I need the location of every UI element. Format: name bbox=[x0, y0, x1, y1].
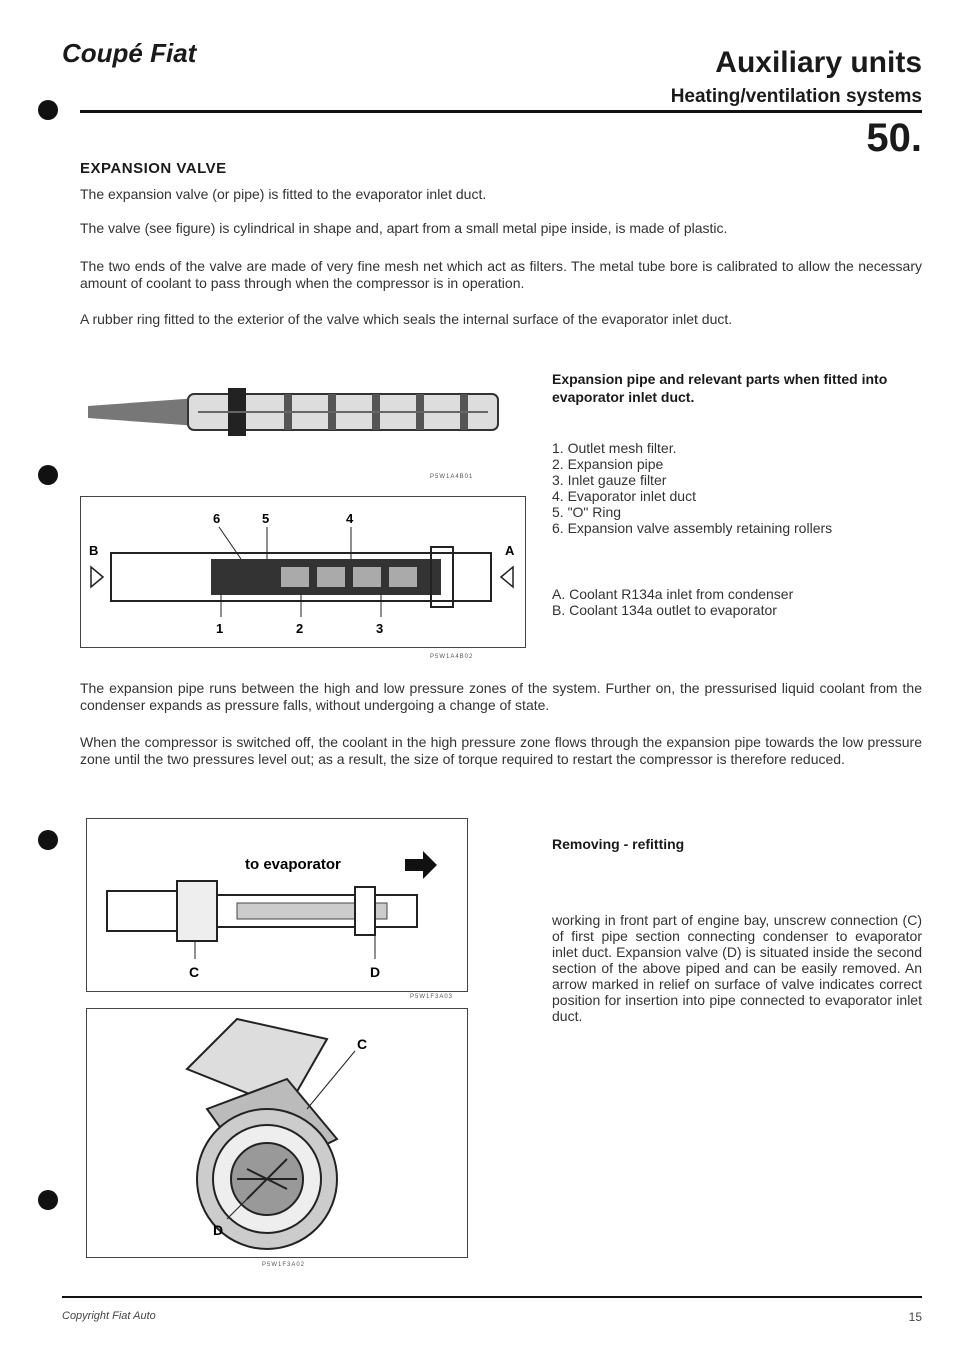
legend-item-4: 4. Evaporator inlet duct bbox=[552, 488, 696, 504]
fig2-title: to evaporator bbox=[245, 856, 341, 873]
fig3-label-d: D bbox=[213, 1222, 224, 1238]
procedure-text: working in front part of engine bay, unscrew connection (C) of first pipe section connecting condenser to evaporator inlet duct. Expansion valve (D) is situated inside the second section of the above piped and can be easily removed. An arrow marked in relief on surface of valve indicates correct position for insertion into pipe connected to evaporator inlet duct. bbox=[552, 912, 922, 1024]
subsection-title: Heating/ventilation systems bbox=[670, 86, 922, 107]
label-5: 5 bbox=[262, 511, 270, 526]
legend-item-5: 5. "O" Ring bbox=[552, 504, 622, 520]
copyright-text: Copyright Fiat Auto bbox=[62, 1310, 156, 1322]
brand-title: Coupé Fiat bbox=[62, 38, 197, 68]
legend-item-1: 1. Outlet mesh filter. bbox=[552, 440, 677, 456]
label-b: B bbox=[89, 543, 99, 558]
label-2: 2 bbox=[296, 621, 304, 636]
diagram-code: P5W1A4B02 bbox=[430, 654, 474, 660]
paragraph-1: The expansion valve (or pipe) is fitted to the evaporator inlet duct. bbox=[80, 186, 487, 202]
label-4: 4 bbox=[346, 511, 354, 526]
paragraph-2: The valve (see figure) is cylindrical in shape and, apart from a small metal pipe inside, is made of plastic. bbox=[80, 220, 728, 236]
fig2-label-d: D bbox=[370, 964, 381, 980]
binder-hole-4 bbox=[38, 1190, 58, 1210]
legend-item-a: A. Coolant R134a inlet from condenser bbox=[552, 586, 794, 602]
label-a: A bbox=[505, 543, 515, 558]
binder-hole-3 bbox=[38, 830, 58, 850]
legend-item-6: 6. Expansion valve assembly retaining rollers bbox=[552, 520, 833, 536]
figure1-legend bbox=[552, 440, 924, 536]
section-title: Auxiliary units bbox=[715, 46, 922, 79]
figure1-legend-ab bbox=[552, 586, 924, 618]
legend-item-b: B. Coolant 134a outlet to evaporator bbox=[552, 602, 777, 618]
fig3-code: P5W1F3A02 bbox=[262, 1262, 306, 1268]
binder-hole-1 bbox=[38, 100, 58, 120]
label-6: 6 bbox=[213, 511, 221, 526]
page-number: 15 bbox=[908, 1310, 922, 1324]
label-1: 1 bbox=[216, 621, 224, 636]
valve-insertion-drawing bbox=[86, 1008, 468, 1258]
figure1-caption: Expansion pipe and relevant parts when fitted into evaporator inlet duct. bbox=[552, 371, 888, 405]
paragraph-6: When the compressor is switched off, the coolant in the high pressure zone flows through the expansion pipe towards the low pressure zone until the two pressures level out; as a result, the size of torque required to restart the compressor is therefore reduced. bbox=[80, 734, 922, 767]
valve-photo bbox=[88, 382, 514, 442]
header-rule bbox=[80, 110, 922, 113]
legend-item-2: 2. Expansion pipe bbox=[552, 456, 664, 472]
photo-code: P5W1A4B01 bbox=[430, 474, 474, 480]
paragraph-4: A rubber ring fitted to the exterior of the valve which seals the internal surface of the evaporator inlet duct. bbox=[80, 311, 733, 327]
footer-rule bbox=[62, 1296, 922, 1298]
legend-item-3: 3. Inlet gauze filter bbox=[552, 472, 667, 488]
section-heading: EXPANSION VALVE bbox=[80, 160, 227, 177]
binder-hole-2 bbox=[38, 465, 58, 485]
connection-diagram bbox=[86, 818, 468, 992]
valve-diagram bbox=[80, 496, 526, 648]
paragraph-5: The expansion pipe runs between the high and low pressure zones of the system. Further on, the pressurised liquid coolant from the condenser expands as pressure falls, without undergoing a change of state. bbox=[80, 680, 922, 713]
fig2-code: P5W1F3A03 bbox=[410, 994, 454, 1000]
label-3: 3 bbox=[376, 621, 384, 636]
procedure-subheading: Removing - refitting bbox=[552, 836, 685, 852]
paragraph-3: The two ends of the valve are made of very fine mesh net which act as filters. The metal tube bore is calibrated to allow the necessary amount of coolant to pass through when the compressor is in operation. bbox=[80, 258, 922, 291]
chapter-number: 50. bbox=[866, 116, 922, 160]
fig2-label-c: C bbox=[189, 964, 200, 980]
fig3-label-c: C bbox=[357, 1036, 368, 1052]
